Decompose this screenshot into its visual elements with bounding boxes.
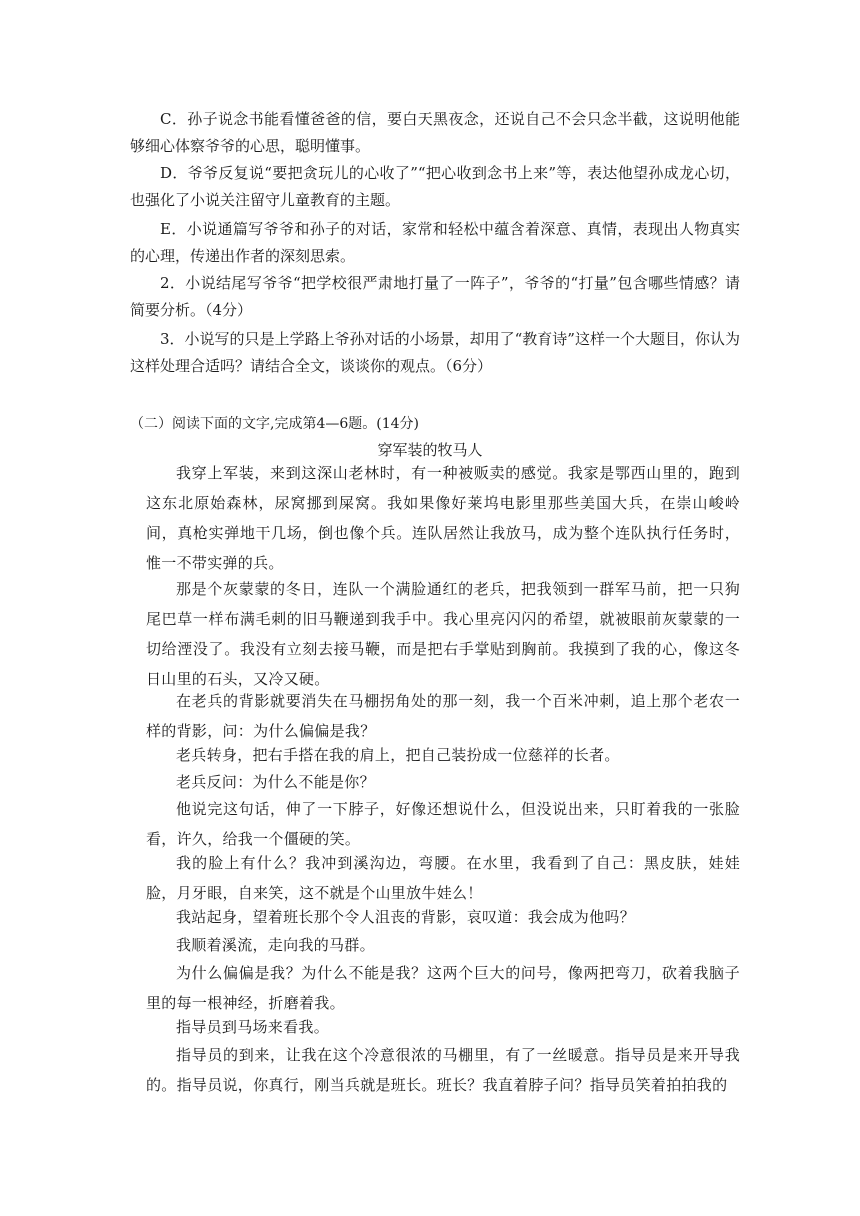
option-d: D．爷爷反复说“要把贪玩儿的心收了”“把心收到念书上来”等，表达他望孙成龙心切，也强化了小说关注留守儿童教育的主题。 — [130, 164, 740, 209]
option-e: E．小说通篇写爷爷和孙子的对话，家常和轻松中蕴含着深意、真情，表现出人物真实的心理，传递出作者的深刻思索。 — [130, 220, 740, 265]
story-paragraph: 在老兵的背影就要消失在马棚拐角处的那一刻，我一个百米冲刺，追上那个老农一样的背影，问：为什么偏偏是我？ — [146, 692, 740, 740]
story-paragraph: 我的脸上有什么？我冲到溪沟边，弯腰。在水里，我看到了自己：黑皮肤，娃娃脸，月牙眼，自来笑，这不就是个山里放牛娃么！ — [146, 854, 740, 902]
story-paragraph: 那是个灰蒙蒙的冬日，连队一个满脸通红的老兵，把我领到一群军马前，把一只狗尾巴草一样布满毛刺的旧马鞭递到我手中。我心里亮闪闪的希望，就被眼前灰蒙蒙的一切给湮没了。我没有立刻去接马鞭，而是把右手掌贴到胸前。我摸到了我的心，像这冬日山里的石头，又冷又硬。 — [146, 580, 740, 688]
section-heading: （二）阅读下面的文字,完成第4—6题。(14分) — [130, 416, 420, 432]
story-paragraph: 他说完这句话，伸了一下脖子，好像还想说什么，但没说出来，只盯着我的一张脸看，许久，给我一个僵硬的笑。 — [146, 800, 740, 848]
story-paragraph: 我穿上军装，来到这深山老林时，有一种被贩卖的感觉。我家是鄂西山里的，跑到这东北原始森林，尿窝挪到屎窝。我如果像好莱坞电影里那些美国大兵，在崇山峻岭间，真枪实弹地干几场，倒也像个兵。连队居然让我放马，成为整个连队执行任务时，惟一不带实弹的兵。 — [146, 464, 740, 572]
story-paragraph: 指导员的到来，让我在这个冷意很浓的马棚里，有了一丝暖意。指导员是来开导我的。指导员说，你真行，刚当兵就是班长。班长？我直着脖子问？指导员笑着拍拍我的 — [146, 1046, 740, 1094]
story-title: 穿军装的牧马人 — [377, 441, 483, 459]
option-c: C．孙子说念书能看懂爸爸的信，要白天黑夜念，还说自己不会只念半截，这说明他能够细心体察爷爷的心思，聪明懂事。 — [130, 110, 740, 155]
question-2: 2．小说结尾写爷爷“把学校很严肃地打量了一阵子”，爷爷的“打量”包含哪些情感？请简要分析。（4分） — [130, 274, 740, 319]
question-3: 3．小说写的只是上学路上爷孙对话的小场景，却用了“教育诗”这样一个大题目，你认为这样处理合适吗？请结合全文，谈谈你的观点。（6分） — [130, 330, 740, 375]
story-paragraph: 老兵转身，把右手搭在我的肩上，把自己装扮成一位慈祥的长者。 — [176, 746, 620, 764]
story-paragraph: 指导员到马场来看我。 — [176, 1018, 330, 1036]
story-paragraph: 我站起身，望着班长那个令人沮丧的背影，哀叹道：我会成为他吗？ — [176, 908, 636, 926]
story-paragraph: 老兵反问：为什么不能是你？ — [176, 773, 375, 791]
story-paragraph: 为什么偏偏是我？为什么不能是我？这两个巨大的问号，像两把弯刀，砍着我脑子里的每一根神经，折磨着我。 — [146, 964, 740, 1012]
story-paragraph: 我顺着溪流，走向我的马群。 — [176, 936, 375, 954]
